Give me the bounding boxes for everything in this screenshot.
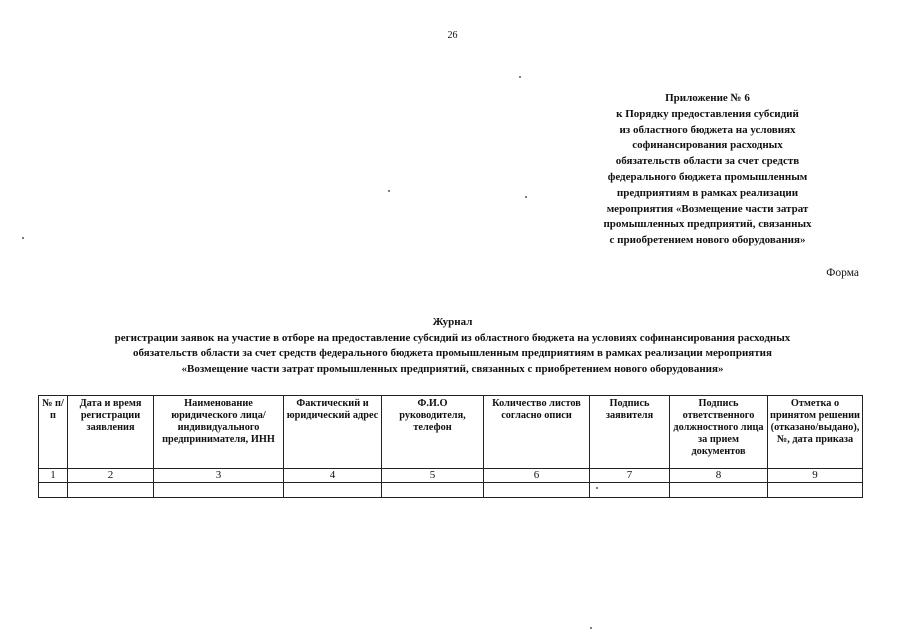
column-number-row bbox=[39, 469, 863, 483]
appendix-line: Приложение № 6 bbox=[665, 92, 750, 104]
column-number-cell: 4 bbox=[284, 469, 382, 483]
form-label: Форма bbox=[826, 267, 859, 279]
table-cell bbox=[284, 483, 382, 498]
header-cell-registration-date: Дата и время регистрации заявления bbox=[68, 396, 154, 469]
header-cell-decision-mark: Отметка о принятом решении (отказано/выдано), №, дата приказа bbox=[768, 396, 863, 469]
appendix-line: из областного бюджета на условиях bbox=[619, 123, 796, 136]
scan-speck bbox=[22, 237, 24, 239]
journal-title-block bbox=[0, 315, 905, 377]
table-cell bbox=[484, 483, 590, 498]
column-number-cell: 5 bbox=[382, 469, 484, 483]
column-number-cell: 1 bbox=[39, 469, 68, 483]
appendix-line: с приобретением нового оборудования» bbox=[609, 234, 806, 247]
appendix-line: предприятиям в рамках реализации bbox=[616, 186, 799, 199]
journal-subtitle-line: «Возмещение части затрат промышленных предприятий, связанных с приобретением нового оборудования» bbox=[181, 362, 724, 375]
header-cell-address: Фактический и юридический адрес bbox=[284, 396, 382, 469]
scan-speck bbox=[596, 487, 598, 489]
table-cell bbox=[154, 483, 284, 498]
column-number-cell: 7 bbox=[590, 469, 670, 483]
scan-speck bbox=[525, 196, 527, 198]
header-cell-director: Ф.И.О руководителя, телефон bbox=[382, 396, 484, 469]
scan-speck bbox=[519, 76, 521, 78]
registration-journal-table bbox=[38, 395, 863, 498]
appendix-line: мероприятия «Возмещение части затрат bbox=[606, 202, 809, 215]
journal-title: Журнал bbox=[432, 316, 473, 328]
table-cell bbox=[382, 483, 484, 498]
journal-subtitle-line: обязательств области за счет средств федерального бюджета промышленным предприятиям в рамках реализации мероприятия bbox=[133, 347, 772, 359]
header-cell-legal-entity: Наименование юридического лица/ индивидуального предпринимателя, ИНН bbox=[154, 396, 284, 469]
appendix-line: обязательств области за счет средств bbox=[615, 155, 800, 168]
column-number-cell: 8 bbox=[670, 469, 768, 483]
journal-subtitle-line: регистрации заявок на участие в отборе на предоставление субсидий из областного бюджета на условиях софинансирования расходных bbox=[114, 331, 791, 344]
column-number-cell: 2 bbox=[68, 469, 154, 483]
table-row bbox=[39, 483, 863, 498]
appendix-header bbox=[560, 91, 855, 249]
table-cell bbox=[670, 483, 768, 498]
table-cell bbox=[590, 483, 670, 498]
column-number-cell: 9 bbox=[768, 469, 863, 483]
appendix-line: к Порядку предоставления субсидий bbox=[616, 107, 799, 120]
header-cell-number: № п/п bbox=[39, 396, 68, 469]
header-cell-sheet-count: Количество листов согласно описи bbox=[484, 396, 590, 469]
appendix-line: софинансирования расходных bbox=[632, 139, 783, 152]
table-cell bbox=[68, 483, 154, 498]
column-number-cell: 3 bbox=[154, 469, 284, 483]
appendix-line: промышленных предприятий, связанных bbox=[603, 218, 812, 231]
appendix-line: федерального бюджета промышленным bbox=[607, 170, 808, 183]
scan-speck bbox=[590, 627, 592, 629]
page-number: 26 bbox=[447, 30, 458, 41]
scan-speck bbox=[388, 190, 390, 192]
header-cell-applicant-signature: Подпись заявителя bbox=[590, 396, 670, 469]
column-number-cell: 6 bbox=[484, 469, 590, 483]
table-header-row bbox=[39, 396, 863, 469]
table-cell bbox=[768, 483, 863, 498]
header-cell-official-signature: Подпись ответственного должностного лица за прием документов bbox=[670, 396, 768, 469]
table-cell bbox=[39, 483, 68, 498]
